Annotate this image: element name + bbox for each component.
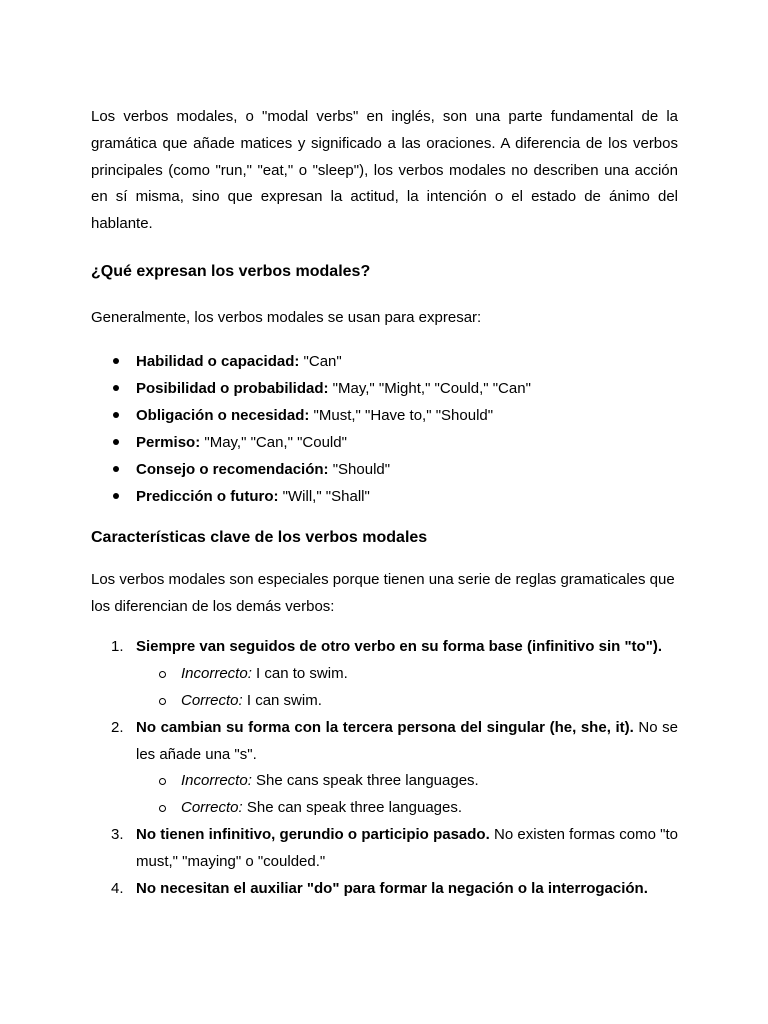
item-text: "Can"	[299, 352, 342, 370]
rule-number: 4.	[111, 879, 124, 897]
bullet-dot-icon	[113, 439, 119, 445]
example-item	[136, 688, 678, 715]
rule-plain-text: No se les añade una "s".	[136, 718, 678, 763]
item-label: Obligación o necesidad:	[136, 406, 310, 424]
example-text: She cans speak three languages.	[251, 772, 479, 790]
rule-number: 3.	[111, 825, 124, 843]
bullet-dot-icon	[113, 385, 119, 391]
item-text: "Will," "Shall"	[278, 487, 370, 505]
section-lead-paragraph: Los verbos modales son especiales porque tienen una serie de reglas gramaticales que los diferencian de los demás verbos:	[91, 570, 675, 615]
rule-item	[91, 715, 678, 822]
rule-bold-text: No necesitan el auxiliar "do" para formar la negación o la interrogación.	[136, 879, 648, 897]
example-label: Incorrecto:	[181, 772, 252, 790]
list-item	[91, 429, 678, 456]
section-heading-que-expresan: ¿Qué expresan los verbos modales?	[91, 262, 371, 280]
rule-bold-text: No tienen infinitivo, gerundio o participio pasado.	[136, 825, 490, 843]
list-item	[91, 348, 678, 375]
rule-item	[91, 876, 678, 903]
example-item	[136, 661, 678, 688]
bullet-dot-icon	[113, 466, 119, 472]
rule-text	[136, 876, 678, 903]
item-text: "May," "Might," "Could," "Can"	[328, 379, 531, 397]
example-list	[136, 768, 678, 822]
item-label: Permiso:	[136, 433, 201, 451]
list-item	[91, 456, 678, 483]
example-label: Incorrecto:	[181, 665, 252, 683]
rules-numbered-list	[91, 634, 678, 902]
hollow-bullet-icon	[159, 671, 166, 678]
rule-item	[91, 634, 678, 714]
list-item	[91, 375, 678, 402]
rule-bold-text: Siempre van seguidos de otro verbo en su forma base (infinitivo sin "to").	[136, 638, 662, 656]
intro-paragraph: Los verbos modales, o "modal verbs" en inglés, son una parte fundamental de la gramática que añade matices y significado a las oraciones. A diferencia de los verbos principales (como "run," "eat," o "sleep"), los verbos modales no describen una acción en sí misma, sino que expresan la actitud, la intención o el estado de ánimo del hablante.	[91, 108, 678, 233]
example-list	[136, 661, 678, 715]
item-label: Consejo o recomendación:	[136, 460, 329, 478]
list-item	[91, 483, 678, 510]
bullet-dot-icon	[113, 358, 119, 364]
document-body	[91, 104, 678, 902]
rule-item	[91, 822, 678, 876]
section-heading-caracteristicas: Características clave de los verbos modales	[91, 528, 428, 546]
bullet-dot-icon	[113, 493, 119, 499]
rule-text	[136, 822, 678, 876]
hollow-bullet-icon	[159, 805, 166, 812]
example-text: I can swim.	[242, 691, 322, 709]
bullet-dot-icon	[113, 412, 119, 418]
item-text: "Should"	[328, 460, 391, 478]
uses-bullet-list	[91, 348, 678, 510]
hollow-bullet-icon	[159, 778, 166, 785]
list-item	[91, 402, 678, 429]
rule-text	[136, 634, 678, 661]
rule-text	[136, 715, 678, 769]
hollow-bullet-icon	[159, 698, 166, 705]
example-text: I can to swim.	[251, 665, 348, 683]
example-item	[136, 795, 678, 822]
item-label: Posibilidad o probabilidad:	[136, 379, 329, 397]
rule-number: 1.	[111, 638, 124, 656]
section-lead-paragraph: Generalmente, los verbos modales se usan para expresar:	[91, 308, 482, 326]
item-text: "Must," "Have to," "Should"	[309, 406, 494, 424]
example-label: Correcto:	[181, 799, 243, 817]
example-text: She can speak three languages.	[242, 799, 463, 817]
example-item	[136, 768, 678, 795]
item-label: Habilidad o capacidad:	[136, 352, 300, 370]
rule-plain-text: No existen formas como "to must," "maying" o "coulded."	[136, 825, 679, 870]
item-text: "May," "Can," "Could"	[200, 433, 347, 451]
item-label: Predicción o futuro:	[136, 487, 279, 505]
example-label: Correcto:	[181, 691, 243, 709]
rule-bold-text: No cambian su forma con la tercera persona del singular (he, she, it).	[136, 718, 634, 736]
rule-number: 2.	[111, 718, 124, 736]
